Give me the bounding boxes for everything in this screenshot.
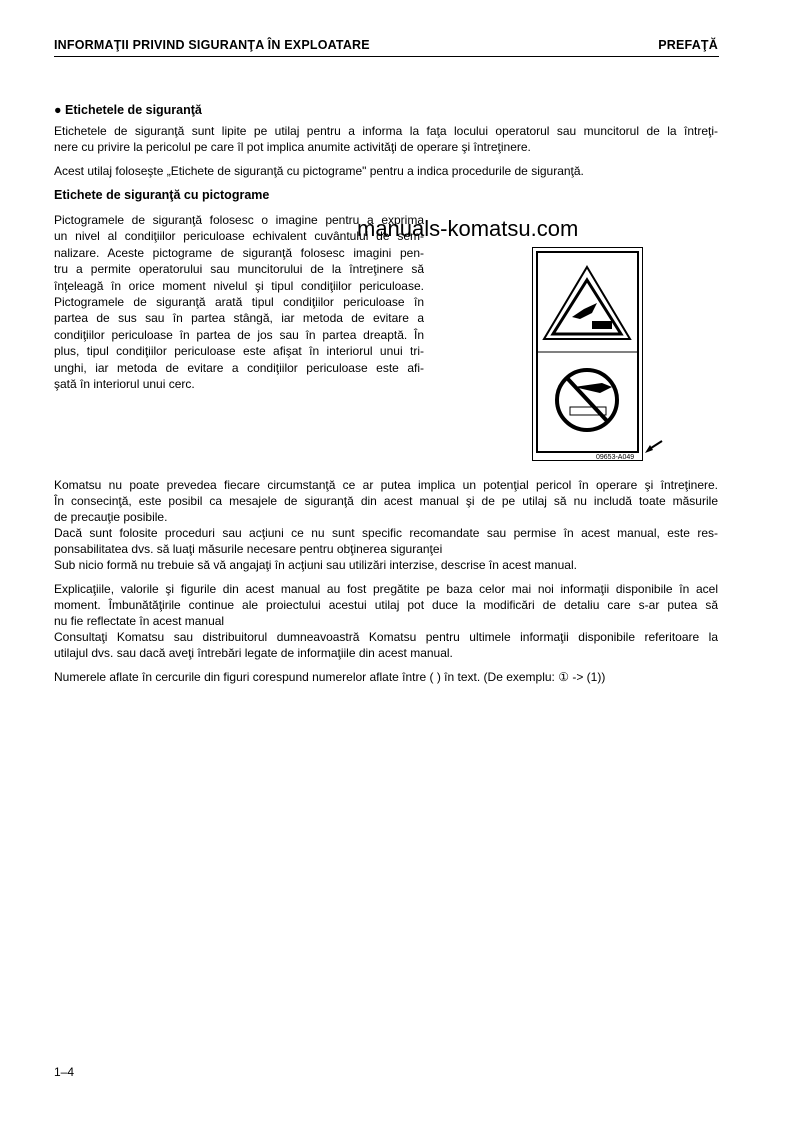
safety-label-figure — [532, 247, 672, 467]
page-number: 1–4 — [54, 1065, 75, 1079]
text-line: Komatsu nu poate prevedea fiecare circumstanţă ce ar putea implica un potenţial pericol în operare şi întreţinere. — [54, 478, 718, 492]
text-line: moment. Îmbunătăţirile continue ale proiectului acestui utilaj pot duce la modificări de detaliu care s-ar putea să — [54, 598, 718, 612]
text-line: În consecinţă, este posibil ca mesajele de siguranţă din acest manual şi de pe utilaj să nu includă toate măsurile — [54, 494, 718, 508]
text-line: Sub nicio formă nu trebuie să vă angajaţi în acţiuni sau utilizări interzise, descrise în acest manual. — [54, 558, 577, 572]
bullet-icon: ● — [54, 103, 66, 117]
text-line: de precauţie posibile. — [54, 510, 168, 524]
text-line: Dacă sunt folosite proceduri sau acţiuni ce nu sunt specific recomandate sau permise în acest manual, este res- — [54, 526, 718, 540]
header-rule — [54, 56, 719, 57]
text-line: condiţiilor periculoase în partea de jos sau în partea dreaptă. În — [54, 327, 424, 342]
text-line: Pictogramele de siguranţă arată tipul condiţiilor periculoase în — [54, 295, 424, 309]
text-line: unghi, iar metoda de evitare a condiţiilor periculoase este afi- — [54, 360, 424, 375]
text-line: tru a permite operatorului sau muncitorului de la întreţinere să — [54, 262, 424, 277]
text-line: Consultaţi Komatsu sau distribuitorul dumneavoastră Komatsu pentru ultimele informaţii disponibile referitoare la — [54, 630, 718, 644]
watermark: manuals-komatsu.com — [357, 216, 579, 241]
text-line: nu fie reflectate în acest manual — [54, 614, 225, 628]
text-line: Acest utilaj foloseşte „Etichete de siguranţă cu pictograme" pentru a indica procedurile de siguranţă. — [54, 164, 584, 178]
text-line: nalizare. Aceste pictograme de siguranţă folosesc imagini pen- — [54, 245, 424, 260]
text-line: ponsabilitatea dvs. să luaţi măsurile necesare pentru obţinerea siguranţei — [54, 542, 443, 556]
subheading: Etichete de siguranţă cu pictograme — [54, 188, 270, 202]
text-line: înţeleagă în orice moment nivelul şi tipul condiţiilor periculoase. — [54, 278, 424, 293]
text-line: Explicaţiile, valorile şi figurile din acest manual au fost pregătite pe baza celor mai noi informaţii disponibile în acel — [54, 582, 718, 596]
text-line: plus, tipul condiţiilor periculoase este afişat în interiorul unui tri- — [54, 344, 424, 359]
section-heading — [54, 103, 202, 117]
section-title: Etichetele de siguranţă — [65, 103, 202, 117]
text-line: un nivel al condiţiilor periculoase echivalent cuvântului de sem- — [54, 229, 424, 244]
text-line: Etichetele de siguranţă sunt lipite pe utilaj pentru a informa la faţa locului operatorul sau muncitorul de la întreţi- — [54, 124, 718, 138]
header-section-title: INFORMAŢII PRIVIND SIGURANŢA ÎN EXPLOATARE — [54, 38, 370, 52]
text-line: utilajul dvs. sau dacă aveţi întrebări legate de informaţiile din acest manual. — [54, 646, 453, 660]
text-line: nere cu privire la pericolul pe care îl pot implica anumite activităţi de operare şi întreţinere. — [54, 140, 531, 154]
text-line: Numerele aflate în cercurile din figuri corespund numerelor aflate între ( ) în text. (De exemplu: ① -> (1)) — [54, 670, 606, 684]
figure-code: 09653-A049 — [596, 454, 635, 461]
text-line: şată în interiorul unui cerc. — [54, 377, 195, 391]
text-line: partea de sus sau în partea stângă, iar metoda de evitare a — [54, 311, 424, 326]
arrow-icon — [645, 441, 662, 453]
header-chapter: PREFAŢĂ — [658, 38, 718, 52]
text-line: Pictogramele de siguranţă folosesc o imagine pentru a exprima — [54, 213, 424, 227]
